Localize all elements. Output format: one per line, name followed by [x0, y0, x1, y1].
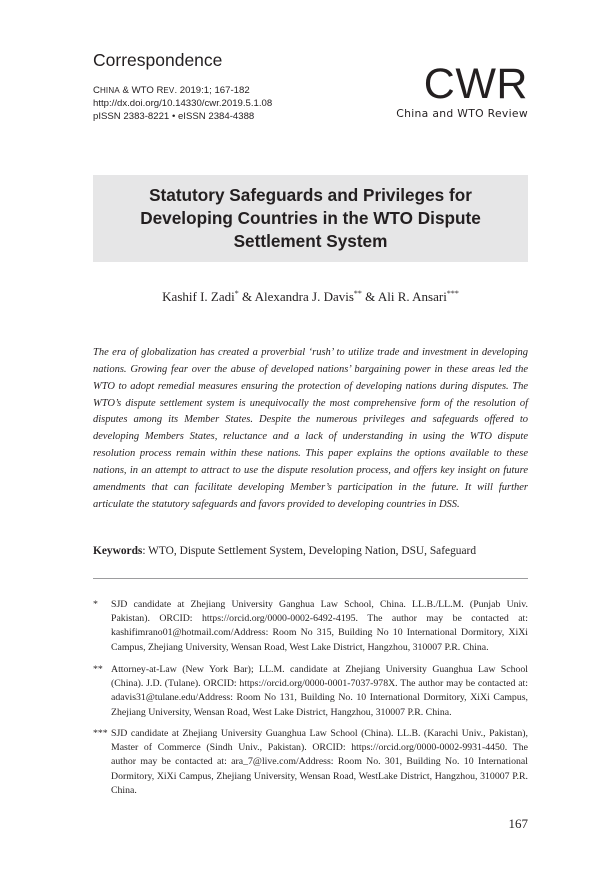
footnote-text: Attorney-at-Law (New York Bar); LL.M. candidate at Zhejiang University Guanghua Law School (China). J.D. (Tulane). ORCID: https://orcid.org/0000-0001-7037-978X. The author may be contacted at: adavis31@tulane.edu/Address: Room No 131, Building No. 10 International Dormitory, XiXi Campus, Zhejiang University, Wensan Road, West Lake District, Hangzhou, 310007 P.R. China.: [111, 664, 528, 718]
author-line: [93, 289, 528, 305]
logo-mark: CWR: [423, 60, 528, 108]
footnote-mark: **: [93, 664, 103, 675]
issn-line: pISSN 2383-8221 • eISSN 2384-4388: [93, 111, 255, 123]
page-number: 167: [508, 816, 528, 831]
keywords-line: [93, 545, 528, 557]
author-separator: &: [238, 289, 255, 304]
citation-block: [93, 84, 272, 124]
author-footnote-mark[interactable]: **: [353, 289, 362, 298]
section-label: Correspondence: [93, 50, 223, 70]
footnote: [93, 663, 528, 720]
footnote-text: SJD candidate at Zhejiang University Guanghua Law School (China). LL.B. (Karachi Univ., Pakistan), Master of Commerce (Sindh Univ., Pakistan). ORCID: https://orcid.org/0000-0002-9931-4450. The author may be contacted at: ara_7@live.com/Address: Room No. 301, Building No. 10 International Dormitory, XiXi Campus, Zhejiang University, Wensan Road, WestLake District, Hangzhou, 310007 P.R. China.: [111, 728, 528, 796]
title-box: [93, 175, 528, 262]
journal-logo: [380, 62, 528, 120]
footnote: [93, 598, 528, 655]
keywords-list: : WTO, Dispute Settlement System, Developing Nation, DSU, Safeguard: [142, 545, 477, 557]
footnote: [93, 727, 528, 798]
journal-citation: CHINA & WTO REV. 2019:1; 167-182: [93, 85, 250, 96]
footnote-mark: *: [93, 599, 98, 610]
author-separator: &: [361, 289, 378, 304]
author-name: Ali R. Ansari: [377, 289, 447, 304]
author-footnote-mark[interactable]: *: [234, 289, 239, 298]
footnote-divider: [93, 578, 528, 579]
author-name: Alexandra J. Davis: [254, 289, 354, 304]
logo-subtitle: China and WTO Review: [396, 107, 528, 120]
keywords-label: Keywords: [93, 545, 143, 557]
article-title: Statutory Safeguards and Privileges for Developing Countries in the WTO Dispute Settlement System: [140, 185, 481, 251]
footnote-mark: ***: [93, 728, 108, 739]
abstract: The era of globalization has created a proverbial ‘rush’ to utilize trade and investment in developing nations. Growing fear over the abuse of developed nations’ bargaining power in these areas led the WTO to adopt remedial measures ensuring the protection of developing nations during disputes. The WTO’s dispute settlement system is unequivocally the most comprehensive form of the resolution of disputes among its Member States. Despite the numerous privileges and safeguards offered to developing Members States, reluctance and a lack of understanding in using the WTO dispute resolution process remain within these nations. This paper explains the options available to these nations, in an attempt to attract to use the dispute resolution process, and offers key insight on future amendments that can facilitate developing Member’s participation in the future. It will further articulate the statutory safeguards and favors provided to developing countries in DSS.: [93, 347, 528, 510]
footnote-text: SJD candidate at Zhejiang University Ganghua Law School, China. LL.B./LL.M. (Punjab Univ. Pakistan). ORCID: https://orcid.org/0000-0002-6492-4195. The author may be contacted at: kashifimrano01@hotmail.com/Address: Room No 315, Building No 10 International Dormitory, XiXi Campus, Zhejiang University, Wensan Road, West Lake District, Hangzhou, 310007 P.R. China.: [111, 599, 528, 653]
doi-link[interactable]: http://dx.doi.org/10.14330/cwr.2019.5.1.08: [93, 98, 273, 110]
author-footnote-mark[interactable]: ***: [446, 289, 459, 298]
author-name: Kashif I. Zadi: [162, 289, 235, 304]
